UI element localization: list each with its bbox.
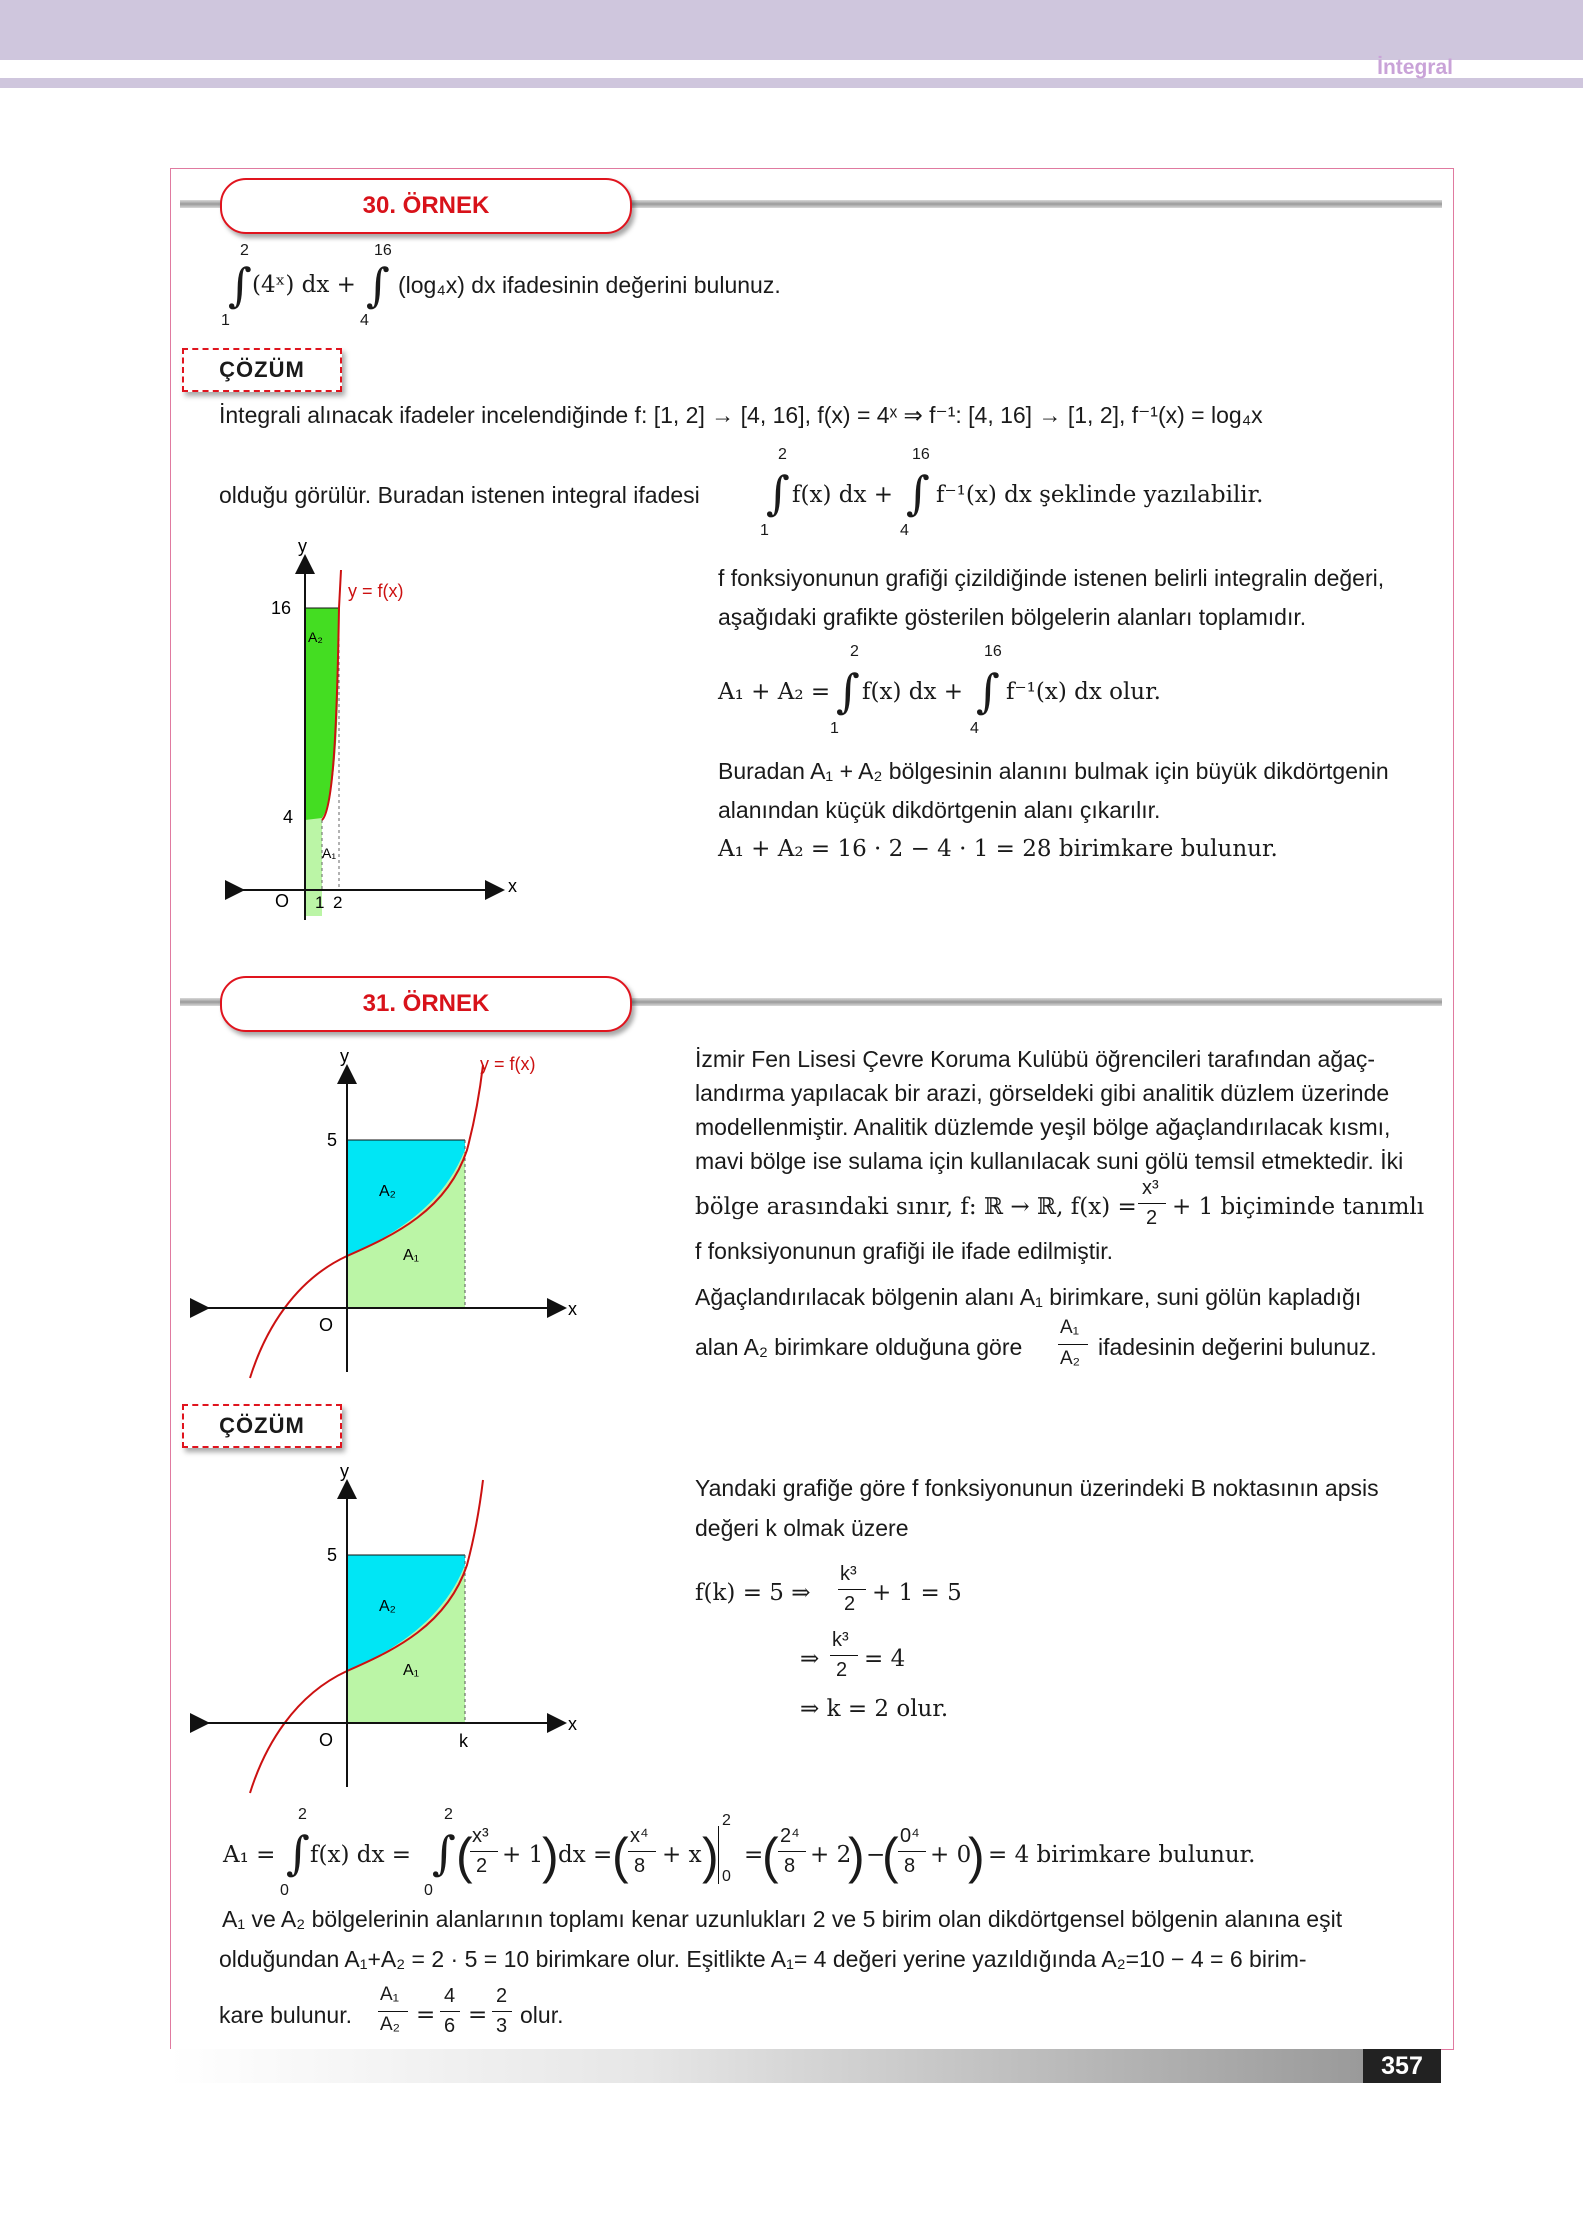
integral-sign: ∫ [286,1826,310,1880]
equation-1-rhs: + 1 = 5 [872,1580,962,1606]
limit-top: 2 [778,446,787,463]
fraction-numerator: 4 [444,1985,456,2007]
limit-top: 2 [444,1806,453,1823]
a1-result: = 4 birimkare bulunur. [988,1842,1256,1868]
question-line: modellenmiştir. Analitik düzlemde yeşil bölge ağaçlandırılacak kısmı, [695,1114,1391,1140]
fraction-bar [628,1851,656,1852]
question-line: landırma yapılacak bir arazi, görseldeki gibi analitik düzlem üzerinde [695,1080,1390,1106]
a1-lhs: A₁ = [223,1842,276,1868]
origin-label: O [275,891,290,911]
fraction-denominator: A₂ [1060,1348,1081,1369]
equals: = [416,2002,436,2028]
tick-y4: 4 [283,807,294,827]
equation-2-arrow: ⇒ [800,1646,820,1672]
fraction-denominator: 3 [496,2015,508,2037]
question-line: İzmir Fen Lisesi Çevre Koruma Kulübü öğrencileri tarafından ağaç- [695,1046,1376,1072]
limit-top: 16 [984,643,1002,660]
question-part-2: (log₄x) dx ifadesinin değerini bulunuz. [398,272,781,298]
fraction-bar [470,1851,498,1852]
line-2-text: olduğu görülür. Buradan istenen integral ifadesi [219,482,700,508]
example-31-header [180,976,1442,1030]
fraction-bar [838,1589,866,1590]
fraction-denominator: 2 [1146,1207,1158,1229]
limit-bottom: 4 [360,312,369,329]
limit-top: 2 [298,1806,307,1823]
limit-top: 2 [240,242,249,259]
paren-close: ) [702,1828,719,1884]
fraction-numerator: k³ [832,1629,849,1651]
conclusion-text: kare bulunur. [219,2002,352,2028]
a1-part: + 2 [810,1842,852,1868]
example-30-header [180,178,1442,232]
conclusion-line-1: A₁ ve A₂ bölgelerinin alanlarının toplamı kenar uzunlukları 2 ve 5 birim olan dikdörtgensel bölgenin alanına eşit [222,1906,1343,1932]
paren-close: ) [848,1828,865,1884]
region-a1-label: A₁ [403,1662,420,1679]
limit-bottom: 1 [221,312,230,329]
question-line: alan A₂ birimkare olduğuna göre [695,1334,1023,1360]
solution-line: Yandaki grafiğe göre f fonksiyonunun üzerindeki B noktasının apsis [695,1475,1379,1501]
limit-bottom: 4 [970,720,979,737]
a1-part: = [744,1842,764,1868]
a1-part: − [866,1842,886,1868]
a1-part: + x [662,1842,702,1868]
example-30-label: 30. ÖRNEK [220,178,632,234]
x-axis-label: x [508,876,517,896]
fraction-denominator: 8 [784,1855,796,1877]
fraction-numerator: 0⁴ [900,1825,920,1847]
region-a2-label: A₂ [379,1598,396,1615]
region-a2-label: A₂ [379,1183,396,1200]
paren-open: ( [612,1828,629,1884]
example-30-paragraph-2: Buradan A₁ + A₂ bölgesinin alanını bulmak için büyük dikdörtgenin alanından küçük dikdörtgenin alanı çıkarılır. [718,758,1389,823]
a1-part: + 0 [930,1842,972,1868]
top-color-band [0,0,1583,60]
fraction-denominator: 2 [476,1855,488,1877]
fraction-bar [1058,1344,1088,1345]
fraction-numerator: k³ [840,1563,857,1585]
fraction-bar [830,1655,858,1656]
paren-open: ( [456,1828,473,1884]
conclusion-line-2: olduğundan A₁+A₂ = 2 · 5 = 10 birimkare olur. Eşitlikte A₁= 4 değeri yerine yazıldığında A₂=10 − 4 = 6 birim- [219,1946,1307,1972]
fraction-denominator: 2 [836,1659,848,1681]
function-label: y = f(x) [348,581,404,601]
limit-top: 2 [850,643,859,660]
integral-sign: ∫ [836,664,860,718]
fraction-numerator: 2 [496,1985,508,2007]
y-axis-label: y [340,1461,349,1481]
line-2-end: f⁻¹(x) dx şeklinde yazılabilir. [936,482,1264,508]
equation-3: ⇒ k = 2 olur. [800,1696,949,1722]
question-part-1: (4ˣ) dx + [252,272,356,298]
fraction-numerator: x⁴ [630,1825,649,1847]
a1-part: + 1 [502,1842,544,1868]
example-30-paragraph-1: f fonksiyonunun grafiği çizildiğinde istenen belirli integralin değeri, aşağıdaki grafikte gösterilen bölgelerin alanları toplamıdır. [718,565,1385,630]
tick-y16: 16 [271,598,292,618]
example-31-graph [185,1040,605,1380]
limit-bottom: 1 [760,522,769,539]
fraction-bar [492,2011,512,2012]
example-31-label: 31. ÖRNEK [220,976,632,1032]
question-line: ifadesinin değerini bulunuz. [1098,1334,1377,1360]
question-line: f fonksiyonunun grafiği ile ifade edilmiştir. [695,1238,1114,1264]
tick-y5: 5 [327,1545,338,1565]
origin-label: O [319,1730,334,1750]
x-axis-label: x [568,1299,577,1319]
evaluation-bar [718,1826,719,1884]
fraction-numerator: x³ [472,1825,489,1847]
tick-x1: 1 [315,893,325,912]
solution-line: değeri k olmak üzere [695,1515,909,1541]
example-30-result: A₁ + A₂ = 16 · 2 − 4 · 1 = 28 birimkare bulunur. [718,836,1278,862]
limit-bottom: 0 [424,1882,433,1899]
limit-bottom: 0 [280,1882,289,1899]
top-divider-band [0,78,1583,88]
page-number: 357 [1363,2049,1441,2083]
integral-sign: ∫ [228,258,252,312]
tick-y5: 5 [327,1130,338,1150]
y-axis-label: y [340,1046,349,1066]
function-label: y = f(x) [480,1054,536,1074]
integral-sign: ∫ [766,466,790,520]
fraction-numerator: x³ [1142,1177,1159,1199]
fraction-numerator: 2⁴ [780,1825,800,1847]
footer-gradient-bar [170,2049,1363,2083]
equation-1-lhs: f(k) = 5 ⇒ [695,1580,811,1606]
question-line: bölge arasındaki sınır, f: ℝ → ℝ, f(x) = [695,1194,1137,1220]
sum-middle: f(x) dx + [862,679,964,705]
fraction-denominator: 8 [904,1855,916,1877]
solution-line-1: İntegrali alınacak ifadeler incelendiğinde f: [1, 2] → [4, 16], f(x) = 4ˣ ⇒ f⁻¹: [4, 16] → [1, 2], f⁻¹(x) = log₄x [219,402,1263,428]
tick-x2: 2 [333,893,343,912]
integral-sign: ∫ [432,1826,456,1880]
limit-top: 16 [374,242,392,259]
fraction-denominator: 8 [634,1855,646,1877]
fraction-denominator: 6 [444,2015,456,2037]
paren-open: ( [882,1828,899,1884]
limit-bottom: 1 [830,720,839,737]
x-axis-label: x [568,1714,577,1734]
region-a1-label: A₁ [403,1247,420,1264]
fraction-bar [440,2011,460,2012]
fraction-denominator: 2 [844,1593,856,1615]
limit-bottom: 0 [722,1868,731,1885]
question-line: mavi bölge ise sulama için kullanılacak suni gölü temsil etmektedir. İki [695,1148,1404,1174]
region-a1-label: A₁ [322,845,337,861]
header-title: İntegral [1377,56,1453,79]
limit-top: 2 [722,1812,731,1829]
y-axis-label: y [298,536,307,556]
paren-open: ( [762,1828,779,1884]
sum-lhs: A₁ + A₂ = [718,679,831,705]
sum-rhs: f⁻¹(x) dx olur. [1006,679,1161,705]
paren-close: ) [542,1828,559,1884]
a1-part: dx = [558,1842,613,1868]
fraction-numerator: A₁ [380,1984,400,2005]
equation-2-rhs: = 4 [864,1646,906,1672]
a1-part: f(x) dx = [310,1842,412,1868]
fraction-bar [778,1851,806,1852]
paren-close: ) [968,1828,985,1884]
line-2-integrand: f(x) dx + [792,482,894,508]
region-a2-label: A₂ [308,629,323,645]
integral-sign: ∫ [366,258,390,312]
origin-label: O [319,1315,334,1335]
solution-label: ÇÖZÜM [182,1404,342,1448]
fraction-bar [1138,1203,1166,1204]
limit-top: 16 [912,446,930,463]
question-line: + 1 biçiminde tanımlı [1172,1194,1425,1220]
solution-label: ÇÖZÜM [182,348,342,392]
question-line: Ağaçlandırılacak bölgenin alanı A₁ birimkare, suni gölün kapladığı [695,1284,1362,1310]
limit-bottom: 4 [900,522,909,539]
conclusion-text: olur. [520,2002,564,2028]
integral-sign: ∫ [976,664,1000,718]
equals: = [468,2002,488,2028]
tick-k: k [459,1731,468,1751]
fraction-bar [898,1851,926,1852]
fraction-bar [378,2011,408,2012]
example-30-graph [205,530,525,930]
fraction-denominator: A₂ [380,2014,401,2035]
example-31-solution-graph [185,1455,605,1795]
fraction-numerator: A₁ [1060,1317,1080,1338]
integral-sign: ∫ [906,466,930,520]
